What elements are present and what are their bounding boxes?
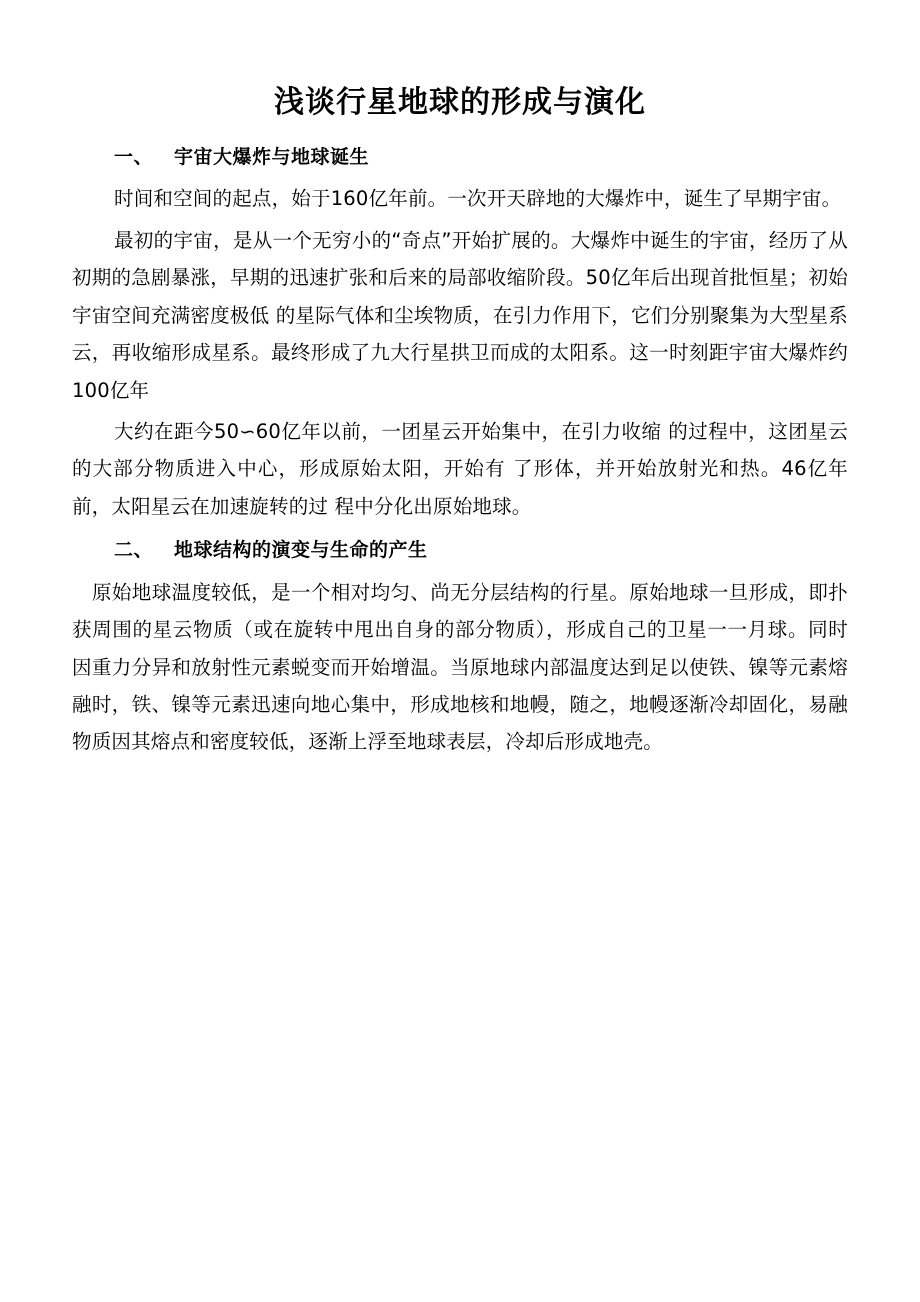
paragraph-1-2: 最初的宇宙，是从一个无穷小的“奇点”开始扩展的。大爆炸中诞生的宇宙，经历了从初期的急剧暴涨，早期的迅速扩张和后来的局部收缩阶段。50亿年后出现首批恒星；初始宇宙空间充满密度极低 的星际气体和尘埃物质，在引力作用下，它们分别聚集为大型星系云，再收缩形成星系。最终形成了九大行星拱卫而成的太阳系。这一时刻距宇宙大爆炸约100亿年 [72,228,848,402]
paragraph-1-3: 大约在距今50∽60亿年以前，一团星云开始集中，在引力收缩 的过程中，这团星云的大部分物质进入中心，形成原始太阳，开始有 了形体，并开始放射光和热。46亿年前，太阳星云在加速旋转的过 程中分化出原始地球。 [72,420,848,518]
paragraph-1-1: 时间和空间的起点，始于160亿年前。一次开天辟地的大爆炸中，诞生了早期宇宙。 [114,187,842,211]
section-number-1: 一、 [114,146,154,168]
paragraph-2-1: 原始地球温度较低，是一个相对均匀、尚无分层结构的行星。原始地球一旦形成，即扑获周围的星云物质（或在旋转中甩出自身的部分物质），形成自己的卫星一一月球。同时因重力分异和放射性元素蜕变而开始增温。当原地球内部温度达到足以使铁、镍等元素熔融时，铁、镍等元素迅速向地心集中，形成地核和地幔，随之，地幔逐渐冷却固化，易融物质因其熔点和密度较低，逐渐上浮至地球表层，冷却后形成地壳。 [72,580,848,754]
section-heading-2 [72,535,848,565]
section-heading-text-1: 宇宙大爆炸与地球诞生 [174,146,370,168]
section-heading-text-2: 地球结构的演变与生命的产生 [174,539,428,562]
section-heading-1 [72,142,848,172]
page-title: 浅谈行星地球的形成与演化 [274,85,646,120]
section-number-2: 二、 [114,539,154,562]
